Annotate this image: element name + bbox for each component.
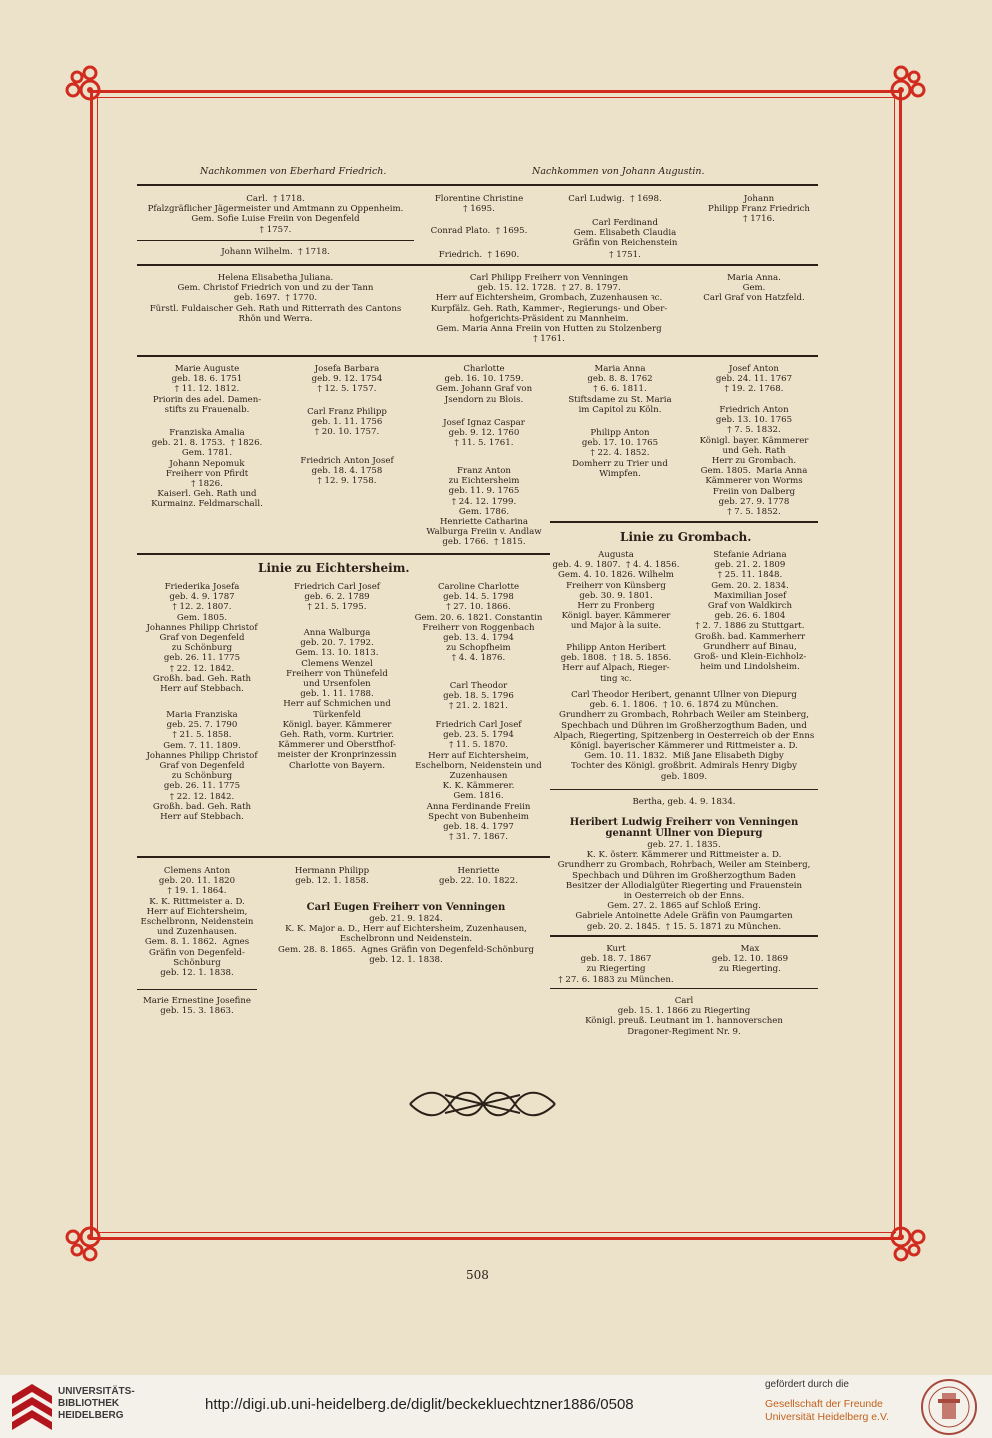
- page-number: 508: [466, 1268, 489, 1282]
- university-seal-icon: [914, 1377, 984, 1437]
- university-library-name: UNIVERSITÄTS- BIBLIOTHEK HEIDELBERG: [58, 1386, 135, 1421]
- rule: [137, 989, 257, 990]
- rule: [550, 789, 818, 790]
- entry-franziska: Franziska Amalia geb. 21. 8. 1753. † 1826. Gem. 1781. Johann Nepomuk Freiherr von Pfirdt † 1826. Kaiserl. Geh. Rath und Kurmainz. Feldmarschall.: [151, 428, 263, 510]
- entry-carl-franz: Carl Franz Philipp geb. 1. 11. 1756 † 20. 10. 1757.: [307, 407, 387, 438]
- entry-stefanie: Stefanie Adriana geb. 21. 2. 1809 † 25. 11. 1848. Gem. 20. 2. 1834. Maximilian Josef Graf von Waldkirch geb. 26. 6. 1804 † 2. 7. 1886 zu Stuttgart. Großh. bad. Kammerherr Grundherr auf Binau, Groß- und Klein-Eichholz- heim und Lindolsheim.: [693, 550, 807, 673]
- entry-friedrich-anton: Friedrich Anton geb. 13. 10. 1765 † 7. 5. 1832. Königl. bayer. Kämmerer und Geh. Rath Herr zu Grombach. Gem. 1805. Maria Anna Kämmerer von Worms Freiin von Dalberg geb. 27. 9. 1778 † 7. 5. 1852.: [699, 405, 809, 518]
- rule: [414, 184, 818, 186]
- frame-right: [899, 90, 902, 1240]
- entry-philipp-anton: Philipp Anton geb. 17. 10. 1765 † 22. 4. 1852. Domherr zu Trier und Wimpfen.: [572, 428, 668, 479]
- rule: [137, 355, 818, 357]
- entry-philipp-heribert: Philipp Anton Heribert geb. 1808. † 18. 5. 1856. Herr auf Alpach, Rieger- ting ꝛc.: [560, 643, 672, 684]
- title-eichtersheim: Linie zu Eichtersheim.: [258, 561, 410, 575]
- title-grombach: Linie zu Grombach.: [620, 530, 752, 544]
- entry-franz-anton: Franz Anton zu Eichtersheim geb. 11. 9. 1765 † 24. 12. 1799. Gem. 1786. Henriette Catharina Walburga Freiin v. Andlaw geb. 1766. † 1815.: [426, 466, 542, 548]
- heading-left: Nachkommen von Eberhard Friedrich.: [200, 166, 387, 177]
- entry-carl-ferdinand: Carl Ferdinand Gem. Elisabeth Claudia Gräfin von Reichenstein: [572, 218, 678, 249]
- entry-carl-eugen-title: Carl Eugen Freiherr von Venningen: [306, 902, 506, 913]
- rule: [137, 264, 818, 266]
- entry-maria-anna-3: Maria Anna geb. 8. 8. 1762 † 6. 6. 1811. Stiftsdame zu St. Maria im Capitol zu Köln.: [568, 364, 672, 415]
- entry-maria-franziska: Maria Franziska geb. 25. 7. 1790 † 21. 5. 1858. Gem. 7. 11. 1809. Johannes Philipp Christof Graf von Degenfeld zu Schönburg geb. 26. 11. 1775 † 22. 12. 1842. Großh. bad. Geh. Rath Herr auf Stebbach.: [146, 710, 258, 823]
- entry-conrad: Conrad Plato. † 1695.: [430, 226, 528, 236]
- entry-carl-eugen: geb. 21. 9. 1824. K. K. Major a. D., Herr auf Eichtersheim, Zuzenhausen, Eschelbronn und Neidenstein. Gem. 28. 8. 1865. Agnes Gräfin von Degenfeld-Schönburg geb. 12. 1. 1838.: [278, 914, 534, 965]
- entry-friedrich: Friedrich. † 1690.: [438, 250, 520, 260]
- entry-caroline: Caroline Charlotte geb. 14. 5. 1798 † 27. 10. 1866. Gem. 20. 6. 1821. Constantin Freiherr von Roggenbach geb. 13. 4. 1794 zu Schopfheim † 4. 4. 1876.: [414, 582, 543, 664]
- entry-florentine: Florentine Christine † 1695.: [434, 194, 524, 215]
- entry-carl-philipp: Carl Philipp Freiherr von Venningen geb. 15. 12. 1728. † 27. 8. 1797. Herr auf Eichtersheim, Grombach, Zuzenhausen ꝛc. Kurpfälz. Geh. Rath, Kammer-, Regierungs- und Ober- hofgerichts-Präsident zu Mannheim. Gem. Maria Anna Freiin von Hutten zu Stolzenberg † 1761.: [430, 273, 668, 345]
- entry-max: Max geb. 12. 10. 1869 zu Riegerting.: [711, 944, 789, 975]
- entry-carl-ferdinand-death: † 1751.: [609, 250, 641, 260]
- entry-charlotte: Charlotte geb. 16. 10. 1759. Gem. Johann Graf von Jsendorn zu Blois.: [435, 364, 533, 405]
- ornament-corner-icon: [55, 1202, 125, 1272]
- entry-carl-ludwig: Carl Ludwig. † 1698.: [568, 194, 662, 204]
- ornament-corner-icon: [866, 1202, 936, 1272]
- entry-carl-1866: Carl geb. 15. 1. 1866 zu Riegerting Königl. preuß. Leutnant im 1. hannoverschen Dragoner-Regiment Nr. 9.: [585, 996, 783, 1037]
- entry-bertha: Bertha, geb. 4. 9. 1834.: [632, 797, 736, 807]
- entry-josef-anton: Josef Anton geb. 24. 11. 1767 † 19. 2. 1768.: [715, 364, 793, 395]
- entry-josefa: Josefa Barbara geb. 9. 12. 1754 † 12. 5. 1757.: [311, 364, 383, 395]
- entry-henriette: Henriette geb. 22. 10. 1822.: [439, 866, 518, 887]
- sponsor-intro: gefördert durch die: [765, 1379, 849, 1390]
- entry-augusta: Augusta geb. 4. 9. 1807. † 4. 4. 1856. Gem. 4. 10. 1826. Wilhelm Freiherr von Künsberg geb. 30. 9. 1801. Herr zu Fronberg Königl. bayer. Kämmerer und Major à la suite.: [552, 550, 680, 632]
- entry-hermann: Hermann Philipp geb. 12. 1. 1858.: [294, 866, 370, 887]
- rule: [137, 856, 550, 858]
- entry-carl-theodor: Carl Theodor geb. 18. 5. 1796 † 21. 2. 1821.: [443, 681, 514, 712]
- frame-top: [90, 90, 902, 93]
- frame-inner-left: [97, 96, 98, 1234]
- entry-marie-ernestine: Marie Ernestine Josefine geb. 15. 3. 1863.: [142, 996, 252, 1017]
- entry-johann-wilhelm: Johann Wilhelm. † 1718.: [221, 247, 330, 257]
- entry-carl-theodor-heribert: Carl Theodor Heribert, genannt Ullner von Diepurg geb. 6. 1. 1806. † 10. 6. 1874 zu München. Grundherr zu Grombach, Rohrbach Weiler am Steinberg, Spechbach und Dühren im Großherzogthum Baden, und Alpach, Riegerting, Spitzenberg in Oesterreich ob der Enns Königl. bayerischer Kämmerer und Rittmeister a. D. Gem. 10. 11. 1832. Miß Jane Elisabeth Digby Tochter des Königl. großbrit. Admirals Henry Digby geb. 1809.: [553, 690, 815, 782]
- entry-heribert: geb. 27. 1. 1835. K. K. österr. Kämmerer und Rittmeister a. D. Grundherr zu Grombach, Rohrbach, Weiler am Steinberg, Spechbach und Dühren im Großherzogthum Baden Besitzer der Allodialgüter Riegerting und Frauenstein in Oesterreich ob der Enns. Gem. 27. 2. 1865 auf Schloß Ering. Gabriele Antoinette Adele Gräfin von Paumgarten geb. 20. 2. 1845. † 15. 5. 1871 zu München.: [557, 840, 811, 932]
- entry-josef-ignaz: Josef Ignaz Caspar geb. 9. 12. 1760 † 11. 5. 1761.: [443, 418, 525, 449]
- vignette-ornament-icon: [405, 1085, 560, 1123]
- sponsor-name: Gesellschaft der Freunde Universität Heidelberg e.V.: [765, 1398, 889, 1423]
- heading-right: Nachkommen von Johann Augustin.: [532, 166, 705, 177]
- university-library-logo-icon: [12, 1384, 52, 1430]
- rule: [550, 935, 818, 937]
- frame-inner-right: [894, 96, 895, 1234]
- ornament-corner-icon: [55, 55, 125, 125]
- rule: [137, 553, 550, 555]
- frame-inner-bottom: [96, 1232, 896, 1233]
- entry-heribert-title: Heribert Ludwig Freiherr von Venningen genannt Ullner von Diepurg: [569, 817, 799, 839]
- ornament-corner-icon: [866, 55, 936, 125]
- entry-helena: Helena Elisabetha Juliana. Gem. Christof Friedrich von und zu der Tann geb. 1697. † 1770. Fürstl. Fuldaischer Geh. Rath und Ritterrath des Cantons Rhön und Werra.: [149, 273, 402, 324]
- rule: [550, 988, 818, 989]
- entry-maria-anna: Maria Anna. Gem. Carl Graf von Hatzfeld.: [703, 273, 805, 304]
- rule: [137, 184, 414, 186]
- entry-anna-walburga: Anna Walburga geb. 20. 7. 1792. Gem. 13. 10. 1813. Clemens Wenzel Freiherr von Thünefeld und Ursenfolen geb. 1. 11. 1788. Herr auf Schmichen und Türkenfeld Königl. bayer. Kämmerer Geh. Rath, vorm. Kurtrier. Kämmerer und Oberstfhof- meister der Kronprinzessin Charlotte von Bayern.: [277, 628, 397, 771]
- entry-friedrich-carl-josef-1789: Friedrich Carl Josef geb. 6. 2. 1789 † 21. 5. 1795.: [294, 582, 380, 613]
- source-url-link[interactable]: http://digi.ub.uni-heidelberg.de/diglit/beckekluechtzner1886/0508: [205, 1396, 634, 1413]
- entry-friedrich-carl-josef-1794: Friedrich Carl Josef geb. 23. 5. 1794 † 11. 5. 1870. Herr auf Eichtersheim, Eschelborn, Neidenstein und Zuzenhausen K. K. Kämmerer. Gem. 1816. Anna Ferdinande Freiin Specht von Bubenheim geb. 18. 4. 1797 † 31. 7. 1867.: [415, 720, 542, 843]
- entry-carl: Carl. † 1718. Pfalzgräflicher Jägermeister und Amtmann zu Oppenheim. Gem. Sofie Luise Freiin von Degenfeld † 1757.: [147, 194, 404, 235]
- entry-johann-pf: Johann Philipp Franz Friedrich † 1716.: [708, 194, 810, 225]
- entry-marie-auguste: Marie Auguste geb. 18. 6. 1751 † 11. 12. 1812. Priorin des adel. Damen- stifts zu Frauenalb.: [152, 364, 262, 415]
- rule: [550, 521, 818, 523]
- entry-clemens: Clemens Anton geb. 20. 11. 1820 † 19. 1. 1864. K. K. Rittmeister a. D. Herr auf Eichtersheim, Eschelbronn, Neidenstein und Zuzenhausen. Gem. 8. 1. 1862. Agnes Gräfin von Degenfeld- Schönburg geb. 12. 1. 1838.: [140, 866, 254, 979]
- frame-inner-top: [96, 97, 896, 98]
- frame-left: [90, 90, 93, 1240]
- rule: [137, 240, 414, 241]
- entry-kurt: Kurt geb. 18. 7. 1867 zu Riegerting † 27. 6. 1883 zu München.: [558, 944, 674, 985]
- frame-bottom: [90, 1237, 902, 1240]
- entry-friedrich-anton-josef: Friedrich Anton Josef geb. 18. 4. 1758 † 12. 9. 1758.: [300, 456, 394, 487]
- entry-friederika: Friederika Josefa geb. 4. 9. 1787 † 12. 2. 1807. Gem. 1805. Johannes Philipp Christof Graf von Degenfeld zu Schönburg geb. 26. 11. 1775 † 22. 12. 1842. Großh. bad. Geh. Rath Herr auf Stebbach.: [146, 582, 258, 695]
